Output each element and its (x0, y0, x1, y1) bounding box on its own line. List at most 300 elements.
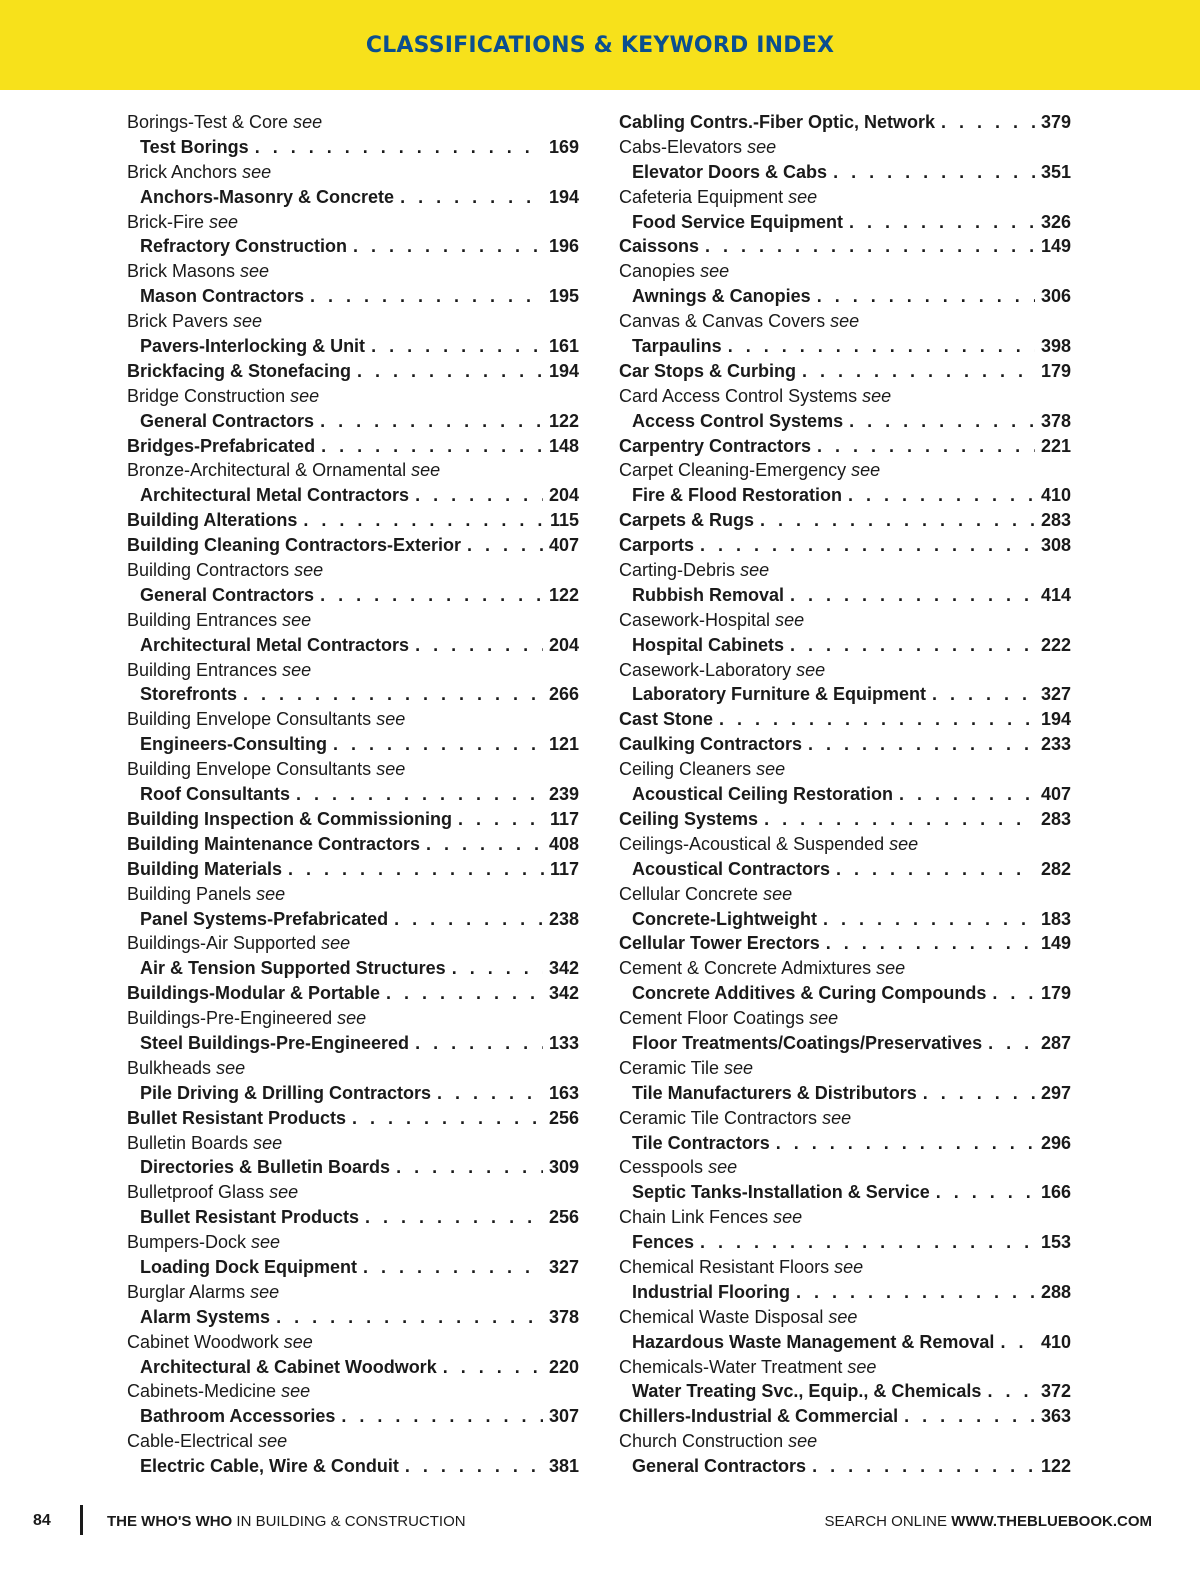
index-entry-page: 351 (1040, 161, 1071, 182)
dot-leader (936, 1180, 1035, 1205)
dot-leader (796, 1280, 1035, 1305)
index-cross-reference (619, 608, 1071, 633)
index-cross-reference (127, 658, 579, 683)
index-entry[interactable] (127, 807, 579, 832)
index-entry[interactable] (127, 956, 579, 981)
cross-reference-term: Bulkheads (127, 1057, 212, 1078)
index-entry-page: 169 (548, 136, 579, 157)
dot-leader (415, 633, 543, 658)
dot-leader (932, 682, 1035, 707)
index-cross-reference (127, 707, 579, 732)
index-entry[interactable] (619, 1330, 1071, 1355)
index-entry-page: 266 (548, 684, 579, 705)
dot-leader (443, 1355, 543, 1380)
index-entry-label: Carports (619, 535, 695, 556)
cross-reference-term: Bulletproof Glass (127, 1182, 265, 1203)
index-entry-label: Floor Treatments/Coatings/Preservatives (632, 1032, 983, 1053)
index-entry[interactable] (127, 583, 579, 608)
dot-leader (296, 782, 543, 807)
index-entry-page: 122 (1040, 1456, 1071, 1477)
cross-reference-term: Burglar Alarms (127, 1281, 246, 1302)
dot-leader (719, 707, 1035, 732)
dot-leader (352, 1106, 543, 1131)
dot-leader (243, 682, 543, 707)
dot-leader (802, 359, 1035, 384)
index-entry-page: 297 (1040, 1082, 1071, 1103)
see-label: see (822, 1107, 852, 1128)
index-entry-page: 148 (548, 435, 579, 456)
dot-leader (808, 732, 1035, 757)
dot-leader (941, 110, 1035, 135)
index-entry[interactable] (127, 334, 579, 359)
index-entry-label: Pile Driving & Drilling Contractors (140, 1082, 432, 1103)
index-cross-reference (619, 882, 1071, 907)
cross-reference-term: Cable-Electrical (127, 1431, 254, 1452)
cross-reference-term: Cabinets-Medicine (127, 1381, 277, 1402)
index-entry[interactable] (619, 1454, 1071, 1479)
index-entry-label: Hazardous Waste Management & Removal (632, 1331, 995, 1352)
see-label: see (282, 659, 312, 680)
dot-leader (437, 1081, 543, 1106)
cross-reference-term: Brick Pavers (127, 311, 229, 332)
dot-leader (452, 956, 543, 981)
publication-title (107, 1513, 466, 1530)
index-entry-page: 410 (1040, 1331, 1071, 1352)
see-label: see (773, 1207, 803, 1228)
index-cross-reference (127, 259, 579, 284)
index-cross-reference (127, 558, 579, 583)
index-entry-label: Access Control Systems (632, 410, 844, 431)
index-entry-label: Brickfacing & Stonefacing (127, 360, 352, 381)
index-entry-page: 378 (548, 1306, 579, 1327)
cross-reference-term: Building Entrances (127, 609, 278, 630)
cross-reference-term: Cabinet Woodwork (127, 1331, 279, 1352)
index-entry-label: Tile Manufacturers & Distributors (632, 1082, 917, 1103)
index-entry[interactable] (127, 1106, 579, 1131)
index-cross-reference (619, 1355, 1071, 1380)
index-cross-reference (619, 832, 1071, 857)
index-entry[interactable] (619, 1180, 1071, 1205)
cross-reference-term: Canvas & Canvas Covers (619, 311, 826, 332)
index-entry[interactable] (619, 707, 1071, 732)
index-entry-label: Architectural Metal Contractors (140, 485, 410, 506)
index-entry-label: Electric Cable, Wire & Conduit (140, 1456, 399, 1477)
see-label: see (282, 609, 312, 630)
dot-leader (700, 1230, 1035, 1255)
dot-leader (255, 135, 543, 160)
index-entry-page: 398 (1040, 336, 1071, 357)
index-entry[interactable] (127, 234, 579, 259)
dot-leader (333, 732, 543, 757)
see-label: see (756, 759, 786, 780)
index-entry-label: Roof Consultants (140, 784, 290, 805)
index-entry-label: Refractory Construction (140, 236, 348, 257)
index-cross-reference (619, 1255, 1071, 1280)
index-entry-label: Storefronts (140, 684, 238, 705)
index-entry-label: Caissons (619, 236, 700, 257)
cross-reference-term: Brick-Fire (127, 211, 204, 232)
index-entry-label: Alarm Systems (140, 1306, 271, 1327)
see-label: see (233, 311, 263, 332)
index-entry-label: Bullet Resistant Products (127, 1107, 347, 1128)
cross-reference-term: Ceiling Cleaners (619, 759, 752, 780)
index-cross-reference (619, 1429, 1071, 1454)
index-entry[interactable] (619, 1031, 1071, 1056)
index-entry[interactable] (619, 907, 1071, 932)
dot-leader (365, 1205, 543, 1230)
index-entry-page: 179 (1040, 360, 1071, 381)
index-entry-label: Directories & Bulletin Boards (140, 1157, 391, 1178)
index-entry[interactable] (619, 483, 1071, 508)
see-label: see (763, 883, 793, 904)
index-entry-label: Bullet Resistant Products (140, 1207, 360, 1228)
index-entry[interactable] (127, 1155, 579, 1180)
index-entry[interactable] (619, 1081, 1071, 1106)
see-label: see (876, 958, 906, 979)
dot-leader (988, 1031, 1035, 1056)
index-entry-label: Rubbish Removal (632, 584, 785, 605)
index-entry-label: Building Inspection & Commissioning (127, 808, 453, 829)
index-entry[interactable] (127, 907, 579, 932)
website-link[interactable] (824, 1513, 1152, 1530)
index-entry[interactable] (127, 782, 579, 807)
index-entry[interactable] (127, 185, 579, 210)
see-label: see (281, 1381, 311, 1402)
cross-reference-term: Church Construction (619, 1431, 784, 1452)
index-entry[interactable] (127, 359, 579, 384)
index-cross-reference (127, 1330, 579, 1355)
index-cross-reference (619, 1006, 1071, 1031)
index-entry-page: 115 (549, 510, 579, 531)
see-label: see (847, 1356, 877, 1377)
cross-reference-term: Carpet Cleaning-Emergency (619, 460, 847, 481)
index-entry-label: Engineers-Consulting (140, 734, 328, 755)
index-cross-reference (127, 757, 579, 782)
cross-reference-term: Borings-Test & Core (127, 112, 289, 132)
index-cross-reference (619, 1056, 1071, 1081)
index-cross-reference (127, 160, 579, 185)
index-cross-reference (127, 210, 579, 235)
index-cross-reference (619, 1155, 1071, 1180)
see-label: see (293, 112, 323, 132)
index-entry[interactable] (619, 284, 1071, 309)
index-entry-page: 204 (548, 485, 579, 506)
index-cross-reference (127, 1131, 579, 1156)
see-label: see (889, 833, 919, 854)
dot-leader (320, 583, 543, 608)
index-entry-page: 296 (1040, 1132, 1071, 1153)
index-entry-page: 381 (548, 1456, 579, 1477)
index-entry-label: Cast Stone (619, 709, 714, 730)
cross-reference-term: Chemicals-Water Treatment (619, 1356, 843, 1377)
cross-reference-term: Bulletin Boards (127, 1132, 249, 1153)
index-cross-reference (127, 1429, 579, 1454)
index-entry-label: Caulking Contractors (619, 734, 803, 755)
index-entry[interactable] (127, 1355, 579, 1380)
index-entry-page: 282 (1040, 858, 1071, 879)
dot-leader (386, 981, 543, 1006)
index-entry[interactable] (127, 508, 579, 533)
index-entry[interactable] (619, 732, 1071, 757)
index-entry-label: Cabling Contrs.-Fiber Optic, Network (619, 112, 936, 132)
index-entry-label: Building Cleaning Contractors-Exterior (127, 535, 462, 556)
index-entry[interactable] (127, 732, 579, 757)
index-entry-page: 194 (548, 186, 579, 207)
index-entry[interactable] (619, 931, 1071, 956)
cross-reference-term: Building Panels (127, 883, 252, 904)
see-label: see (411, 460, 441, 481)
index-entry[interactable] (619, 682, 1071, 707)
index-entry-page: 407 (548, 535, 579, 556)
index-entry[interactable] (127, 1454, 579, 1479)
see-label: see (209, 211, 239, 232)
dot-leader (790, 583, 1035, 608)
cross-reference-term: Cement Floor Coatings (619, 1008, 805, 1029)
index-entry-label: Building Alterations (127, 510, 298, 531)
cross-reference-term: Cafeteria Equipment (619, 186, 784, 207)
index-entry-label: Acoustical Ceiling Restoration (632, 784, 894, 805)
see-label: see (830, 311, 860, 332)
cross-reference-term: Buildings-Pre-Engineered (127, 1008, 333, 1029)
index-entry[interactable] (127, 1255, 579, 1280)
dot-leader (303, 508, 544, 533)
index-entry[interactable] (127, 533, 579, 558)
cross-reference-term: Cabs-Elevators (619, 136, 743, 157)
index-entry-page: 414 (1040, 584, 1071, 605)
index-entry-label: Steel Buildings-Pre-Engineered (140, 1032, 410, 1053)
index-entry[interactable] (127, 1305, 579, 1330)
dot-leader (760, 508, 1035, 533)
index-entry-label: Anchors-Masonry & Concrete (140, 186, 395, 207)
see-label: see (283, 1331, 313, 1352)
dot-leader (987, 1379, 1035, 1404)
footer-divider (80, 1505, 83, 1535)
index-entry-page: 308 (1040, 535, 1071, 556)
index-cross-reference (127, 384, 579, 409)
dot-leader (833, 160, 1035, 185)
index-entry-page: 326 (1040, 211, 1071, 232)
header-banner (0, 0, 1200, 90)
index-entry-page: 153 (1040, 1232, 1071, 1253)
index-entry-page: 233 (1040, 734, 1071, 755)
cross-reference-term: Building Entrances (127, 659, 278, 680)
see-label: see (256, 883, 286, 904)
index-entry-page: 121 (548, 734, 579, 755)
index-entry[interactable] (127, 1081, 579, 1106)
index-entry-label: Buildings-Modular & Portable (127, 983, 381, 1004)
index-cross-reference (619, 384, 1071, 409)
index-entry[interactable] (127, 1404, 579, 1429)
dot-leader (836, 857, 1035, 882)
see-label: see (828, 1306, 858, 1327)
index-entry-label: Carpets & Rugs (619, 510, 755, 531)
index-entry[interactable] (619, 1230, 1071, 1255)
index-entry[interactable] (127, 409, 579, 434)
index-cross-reference (127, 309, 579, 334)
website-url: WWW.THEBLUEBOOK.COM (951, 1513, 1152, 1530)
index-entry[interactable] (619, 1379, 1071, 1404)
index-cross-reference (619, 1106, 1071, 1131)
page-title: CLASSIFICATIONS & KEYWORD INDEX (365, 32, 835, 58)
index-entry[interactable] (619, 508, 1071, 533)
index-entry[interactable] (127, 682, 579, 707)
see-label: see (240, 261, 270, 282)
index-entry[interactable] (127, 832, 579, 857)
index-entry-label: Tarpaulins (632, 336, 722, 357)
index-entry-label: Air & Tension Supported Structures (140, 958, 446, 979)
index-entry[interactable] (619, 807, 1071, 832)
index-entry-label: Acoustical Contractors (632, 858, 831, 879)
see-label: see (788, 1431, 818, 1452)
index-entry-label: Fire & Flood Restoration (632, 485, 843, 506)
dot-leader (394, 907, 543, 932)
index-entry[interactable] (619, 981, 1071, 1006)
index-entry[interactable] (127, 981, 579, 1006)
index-entry-page: 179 (1040, 983, 1071, 1004)
index-entry[interactable] (619, 359, 1071, 384)
dot-leader (823, 907, 1035, 932)
index-entry-label: Test Borings (140, 136, 249, 157)
see-label: see (775, 609, 805, 630)
index-entry[interactable] (619, 160, 1071, 185)
index-entry-page: 306 (1040, 286, 1071, 307)
index-entry[interactable] (619, 234, 1071, 259)
index-entry[interactable] (127, 1205, 579, 1230)
index-entry-label: Carpentry Contractors (619, 435, 812, 456)
dot-leader (357, 359, 543, 384)
index-entry[interactable] (127, 135, 579, 160)
index-entry-page: 117 (549, 808, 579, 829)
page-number: 84 (33, 1512, 51, 1529)
cross-reference-term: Ceramic Tile (619, 1057, 720, 1078)
cross-reference-term: Chain Link Fences (619, 1207, 769, 1228)
see-label: see (216, 1057, 246, 1078)
index-entry-label: Awnings & Canopies (632, 286, 811, 307)
index-entry-page: 256 (548, 1107, 579, 1128)
index-cross-reference (619, 956, 1071, 981)
index-entry[interactable] (619, 210, 1071, 235)
dot-leader (812, 1454, 1035, 1479)
index-entry[interactable] (127, 434, 579, 459)
index-entry[interactable] (127, 284, 579, 309)
index-entry-page: 307 (548, 1406, 579, 1427)
index-cross-reference (619, 757, 1071, 782)
cross-reference-term: Ceilings-Acoustical & Suspended (619, 833, 885, 854)
index-entry-page: 195 (548, 286, 579, 307)
dot-leader (904, 1404, 1035, 1429)
cross-reference-term: Buildings-Air Supported (127, 933, 317, 954)
dot-leader (992, 981, 1035, 1006)
index-cross-reference (127, 882, 579, 907)
dot-leader (341, 1404, 543, 1429)
dot-leader (817, 284, 1035, 309)
see-label: see (253, 1132, 283, 1153)
see-label: see (376, 759, 406, 780)
index-entry-page: 239 (548, 784, 579, 805)
index-entry-label: General Contractors (632, 1456, 807, 1477)
dot-leader (458, 807, 544, 832)
index-cross-reference (619, 1305, 1071, 1330)
index-entry-label: Fences (632, 1232, 695, 1253)
publication-title-rest: IN BUILDING & CONSTRUCTION (232, 1513, 466, 1530)
index-entry-page: 327 (548, 1256, 579, 1277)
cross-reference-term: Ceramic Tile Contractors (619, 1107, 818, 1128)
index-entry-label: Building Materials (127, 858, 283, 879)
dot-leader (320, 409, 543, 434)
index-entry-page: 238 (548, 908, 579, 929)
index-entry-page: 378 (1040, 410, 1071, 431)
index-entry-page: 149 (1040, 933, 1071, 954)
see-label: see (337, 1008, 367, 1029)
index-entry[interactable] (619, 1404, 1071, 1429)
cross-reference-term: Chemical Resistant Floors (619, 1256, 830, 1277)
cross-reference-term: Bronze-Architectural & Ornamental (127, 460, 407, 481)
dot-leader (849, 409, 1035, 434)
index-entry-label: Architectural & Cabinet Woodwork (140, 1356, 437, 1377)
index-entry-label: Ceiling Systems (619, 808, 759, 829)
dot-leader (764, 807, 1035, 832)
index-entry-label: Industrial Flooring (632, 1281, 790, 1302)
dot-leader (371, 334, 543, 359)
index-entry-page: 379 (1040, 112, 1071, 132)
cross-reference-term: Brick Masons (127, 261, 236, 282)
index-entry-page: 283 (1040, 510, 1071, 531)
dot-leader (415, 1031, 543, 1056)
index-entry[interactable] (619, 1131, 1071, 1156)
index-entry[interactable] (619, 782, 1071, 807)
index-entry-page: 122 (548, 584, 579, 605)
dot-leader (923, 1081, 1035, 1106)
index-entry[interactable] (127, 633, 579, 658)
index-entry-page: 194 (1040, 709, 1071, 730)
index-entry-page: 161 (548, 336, 579, 357)
index-entry-label: Food Service Equipment (632, 211, 844, 232)
index-entry-page: 222 (1040, 634, 1071, 655)
index-cross-reference (619, 309, 1071, 334)
index-entry[interactable] (619, 857, 1071, 882)
index-entry-page: 204 (548, 634, 579, 655)
index-entry[interactable] (619, 583, 1071, 608)
index-entry[interactable] (619, 110, 1071, 135)
index-entry-label: Pavers-Interlocking & Unit (140, 336, 366, 357)
index-entry[interactable] (619, 409, 1071, 434)
index-entry-label: Cellular Tower Erectors (619, 933, 820, 954)
index-entry[interactable] (619, 334, 1071, 359)
dot-leader (426, 832, 543, 857)
dot-leader (363, 1255, 543, 1280)
index-entry[interactable] (127, 483, 579, 508)
see-label: see (294, 560, 324, 581)
see-label: see (376, 709, 406, 730)
index-entry[interactable] (619, 434, 1071, 459)
index-entry-page: 221 (1040, 435, 1071, 456)
index-entry[interactable] (127, 1031, 579, 1056)
dot-leader (353, 234, 543, 259)
dot-leader (899, 782, 1035, 807)
cross-reference-term: Building Contractors (127, 560, 290, 581)
index-entry-label: General Contractors (140, 410, 315, 431)
dot-leader (400, 185, 543, 210)
index-entry[interactable] (619, 633, 1071, 658)
index-entry[interactable] (619, 1280, 1071, 1305)
index-entry[interactable] (127, 857, 579, 882)
see-label: see (269, 1182, 299, 1203)
index-entry-label: General Contractors (140, 584, 315, 605)
index-entry[interactable] (619, 533, 1071, 558)
index-entry-page: 288 (1040, 1281, 1071, 1302)
index-entry-label: Concrete-Lightweight (632, 908, 817, 929)
index-entry-label: Elevator Doors & Cabs (632, 161, 828, 182)
